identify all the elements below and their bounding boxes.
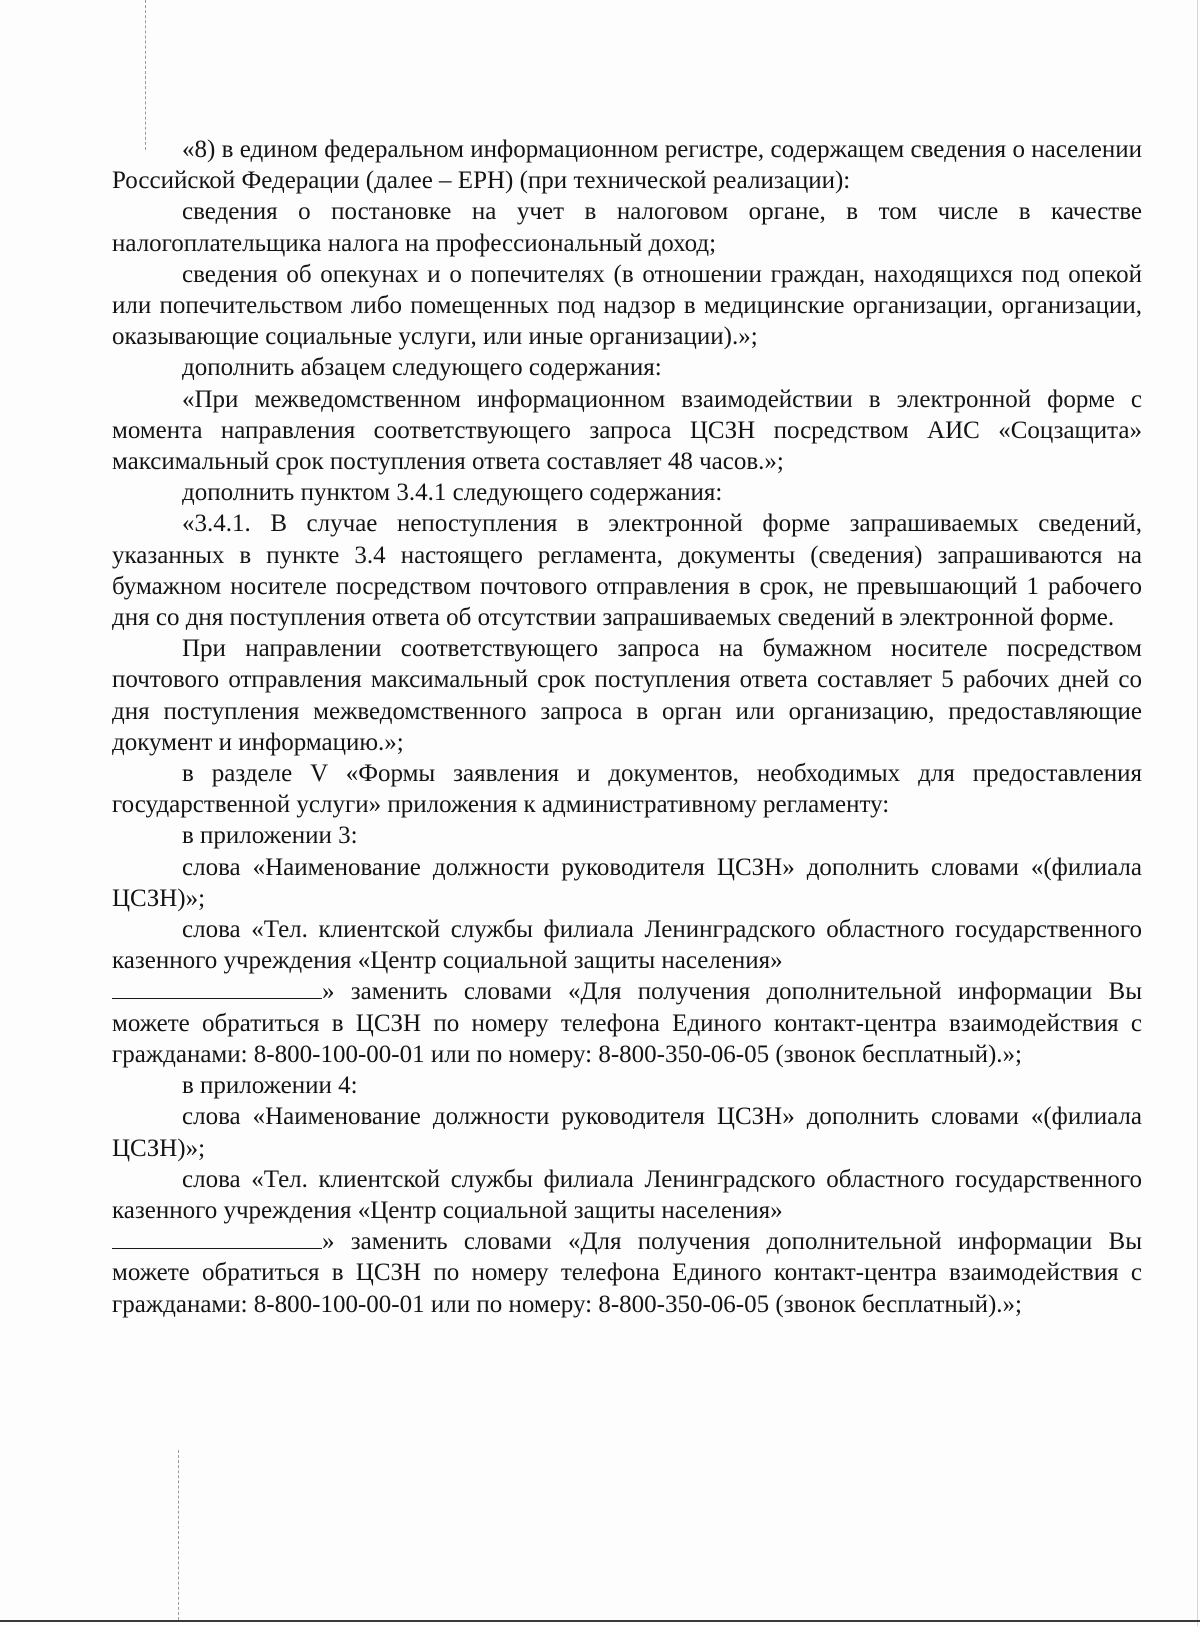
- replacement-clause-text: » заменить словами «Для получения дополнительной информации Вы можете обратиться в ЦСЗН по номеру телефона Единого контакт-центра взаимодействия с гражданами: 8-800-100-00-01 или по номеру: 8-800-350-06-05 (звонок бесплатный).»;: [112, 978, 1142, 1068]
- page-edge: [1197, 0, 1198, 1626]
- paragraph-item-8: «8) в едином федеральном информационном регистре, содержащем сведения о населении Российской Федерации (далее – ЕРН) (при технической реализации):: [112, 136, 1142, 195]
- scan-artifact-line: [178, 1450, 179, 1620]
- phone-clause-text: слова «Тел. клиентской службы филиала Ленинградского областного государственного казенного учреждения «Центр социальной защиты населения»: [112, 1165, 1142, 1224]
- paragraph-tax-registration: сведения о постановке на учет в налоговом органе, в том числе в качестве налогоплательщика налога на профессиональный доход;: [112, 198, 1142, 257]
- paragraph-guardians: сведения об опекунах и о попечителях (в отношении граждан, находящихся под опекой или попечительством либо помещенных под надзор в медицинские организации, организации, оказывающие социальные услуги, или иные организации).»;: [112, 260, 1142, 351]
- paragraph-appendix-4-head-title: слова «Наименование должности руководителя ЦСЗН» дополнить словами «(филиала ЦСЗН)»;: [112, 1103, 1142, 1162]
- page-edge: [0, 1620, 1200, 1622]
- document-body: [112, 134, 1142, 1320]
- blank-underline: [112, 1247, 322, 1249]
- paragraph-appendix-3: в приложении 3:: [182, 822, 358, 850]
- paragraph-add-item-341: дополнить пунктом 3.4.1 следующего содержания:: [182, 479, 723, 507]
- phone-clause-text: слова «Тел. клиентской службы филиала Ленинградского областного государственного казенного учреждения «Центр социальной защиты населения»: [112, 916, 1142, 975]
- paragraph-appendix-4: в приложении 4:: [182, 1072, 358, 1100]
- paragraph-item-341: «3.4.1. В случае непоступления в электронной форме запрашиваемых сведений, указанных в пункте 3.4 настоящего регламента, документы (сведения) запрашиваются на бумажном носителе посредством почтового отправления в срок, не превышающий 1 рабочего дня со дня поступления ответа об отсутствии запрашиваемых сведений в электронной форме.: [112, 510, 1142, 632]
- blank-underline: [112, 997, 322, 999]
- scan-artifact-line: [145, 0, 146, 150]
- paragraph-paper-request: При направлении соответствующего запроса на бумажном носителе посредством почтового отправления максимальный срок поступления ответа составляет 5 рабочих дней со дня поступления межведомственного запроса в орган или организацию, предоставляющие документ и информацию.»;: [112, 635, 1142, 756]
- paragraph-section-v: в разделе V «Формы заявления и документов, необходимых для предоставления государственной услуги» приложения к административному регламенту:: [112, 760, 1142, 819]
- paragraph-add-abzac: дополнить абзацем следующего содержания:: [182, 354, 662, 382]
- paragraph-appendix-3-phone: [112, 914, 1142, 1070]
- paragraph-interagency-electronic: «При межведомственном информационном взаимодействии в электронной форме с момента направления соответствующего запроса ЦСЗН посредством АИС «Соцзащита» максимальный срок поступления ответа составляет 48 часов.»;: [112, 385, 1142, 476]
- paragraph-appendix-4-phone: [112, 1164, 1142, 1320]
- replacement-clause-text: » заменить словами «Для получения дополнительной информации Вы можете обратиться в ЦСЗН по номеру телефона Единого контакт-центра взаимодействия с гражданами: 8-800-100-00-01 или по номеру: 8-800-350-06-05 (звонок бесплатный).»;: [112, 1228, 1142, 1318]
- paragraph-appendix-3-head-title: слова «Наименование должности руководителя ЦСЗН» дополнить словами «(филиала ЦСЗН)»;: [112, 853, 1142, 912]
